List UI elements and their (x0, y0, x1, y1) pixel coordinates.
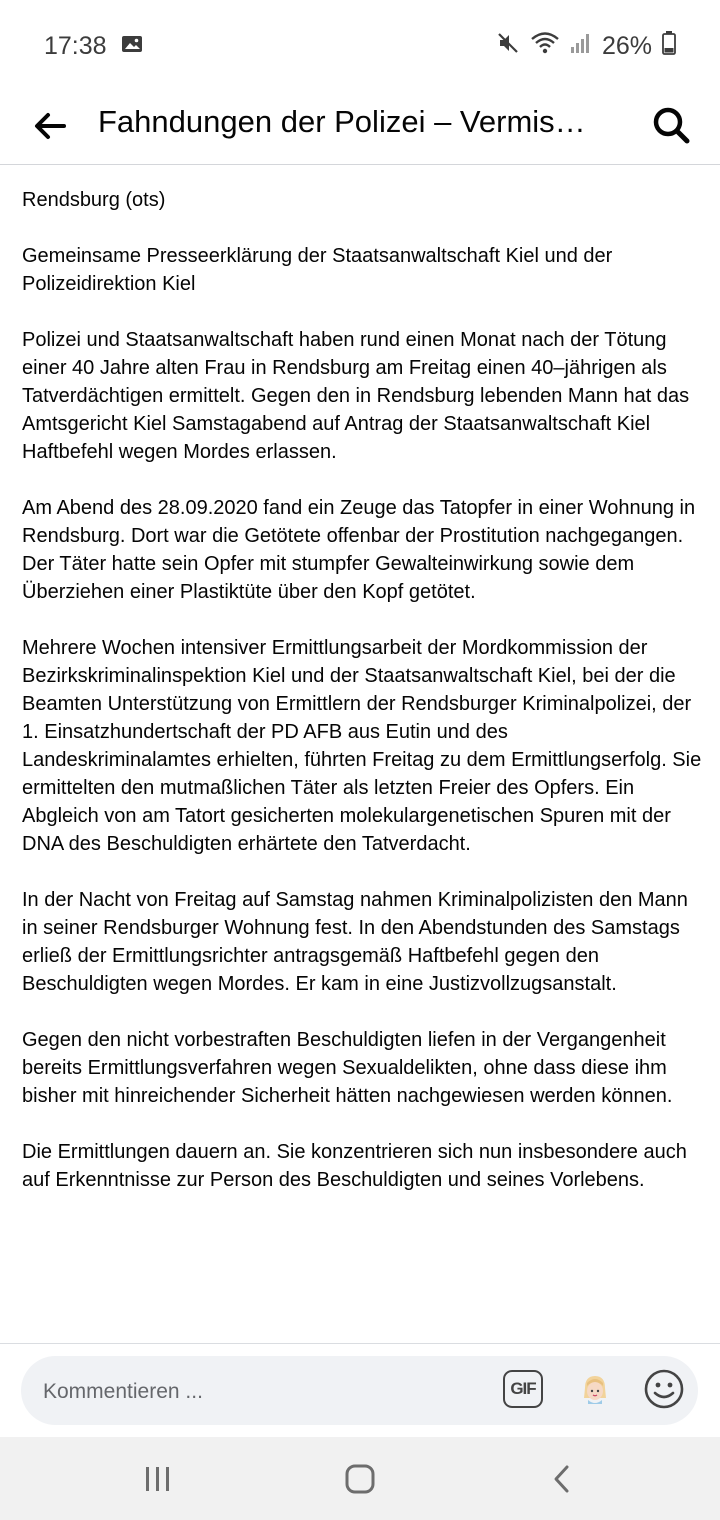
status-left (44, 32, 143, 61)
home-icon[interactable] (336, 1459, 384, 1499)
gif-button[interactable]: GIF (503, 1370, 543, 1408)
article-paragraph: Rendsburg (ots) (22, 189, 166, 211)
battery-percent: 26% (601, 31, 652, 60)
back-icon[interactable] (538, 1459, 586, 1499)
comment-box (21, 1356, 698, 1425)
article-paragraph: Am Abend des 28.09.2020 fand ein Zeuge das Tatopfer in einer Wohnung in Rendsburg. Dort war die Getötete offenbar der Prostitution nachgegangen. Der Täter hatte sein Opfer mit stumpfer Gewalteinwirkung sowie dem Überziehen einer Plastiktüte über den Kopf getötet. (22, 497, 696, 603)
mute-icon (496, 31, 520, 62)
article-paragraph: In der Nacht von Freitag auf Samstag nahmen Kriminalpolizisten den Mann in seiner Rendsburger Wohnung fest. In den Abendstunden des Samstags erließ der Ermittlungsrichter antragsgemäß Haftbefehl gegen den Beschuldigten wegen Mordes. Er kam in eine Justizvollzugsanstalt. (22, 889, 688, 995)
emoji-icon[interactable] (643, 1368, 685, 1410)
back-arrow-icon[interactable] (30, 106, 70, 146)
comment-bar (0, 1343, 720, 1438)
page-title: Fahndungen der Polizei – Vermis… (98, 104, 586, 139)
navigation-bar (0, 1437, 720, 1520)
battery-icon (662, 31, 676, 62)
article-paragraph: Mehrere Wochen intensiver Ermittlungsarbeit der Mordkommission der Bezirkskriminalinspektion Kiel und der Staatsanwaltschaft Kiel, bei der die Beamten Unterstützung von Ermittlern der Rendsburger Kriminalpolizei, der 1. Einsatzhundertschaft der PD AFB aus Eutin und des Landeskriminalamtes erhielten, führten Freitag zu dem Ermittlungserfolg. Sie ermittelten den mutmaßlichen Täter als letzten Freier des Opfers. Ein Abgleich von am Tatort gesicherten molekulargenetischen Spuren mit der DNA des Beschuldigten erhärtete den Tatverdacht. (22, 637, 702, 855)
status-time: 17:38 (44, 31, 107, 60)
image-icon (121, 32, 143, 61)
recent-apps-icon[interactable] (134, 1459, 182, 1499)
app-header (0, 92, 720, 165)
signal-icon (570, 32, 592, 61)
article-paragraph: Gegen den nicht vorbestraften Beschuldigten liefen in der Vergangenheit bereits Ermittlungsverfahren wegen Sexualdelikten, ohne dass diese ihm bisher mit hinreichender Sicherheit hätten nachgewiesen werden können. (22, 1029, 673, 1107)
article-paragraph: Polizei und Staatsanwaltschaft haben rund einen Monat nach der Tötung einer 40 Jahre alten Frau in Rendsburg am Freitag einen 40–jährigen als Tatverdächtigen ermittelt. Gegen den in Rendsburg lebenden Mann hat das Amtsgericht Kiel Samstagabend auf Antrag der Staatsanwaltschaft Kiel Haftbefehl wegen Mordes erlassen. (22, 329, 690, 463)
search-icon[interactable] (648, 102, 694, 148)
wifi-icon (530, 31, 560, 62)
article-paragraph: Die Ermittlungen dauern an. Sie konzentrieren sich nun insbesondere auch auf Erkenntnisse zur Person des Beschuldigten und seines Vorlebens. (22, 1141, 687, 1191)
status-bar (0, 0, 720, 92)
article-paragraph: Gemeinsame Presseerklärung der Staatsanwaltschaft Kiel und der Polizeidirektion Kiel (22, 245, 613, 295)
comment-input[interactable] (41, 1356, 445, 1427)
article-body (22, 186, 702, 1341)
avatar-sticker-icon[interactable] (577, 1372, 613, 1408)
status-right (496, 31, 676, 62)
